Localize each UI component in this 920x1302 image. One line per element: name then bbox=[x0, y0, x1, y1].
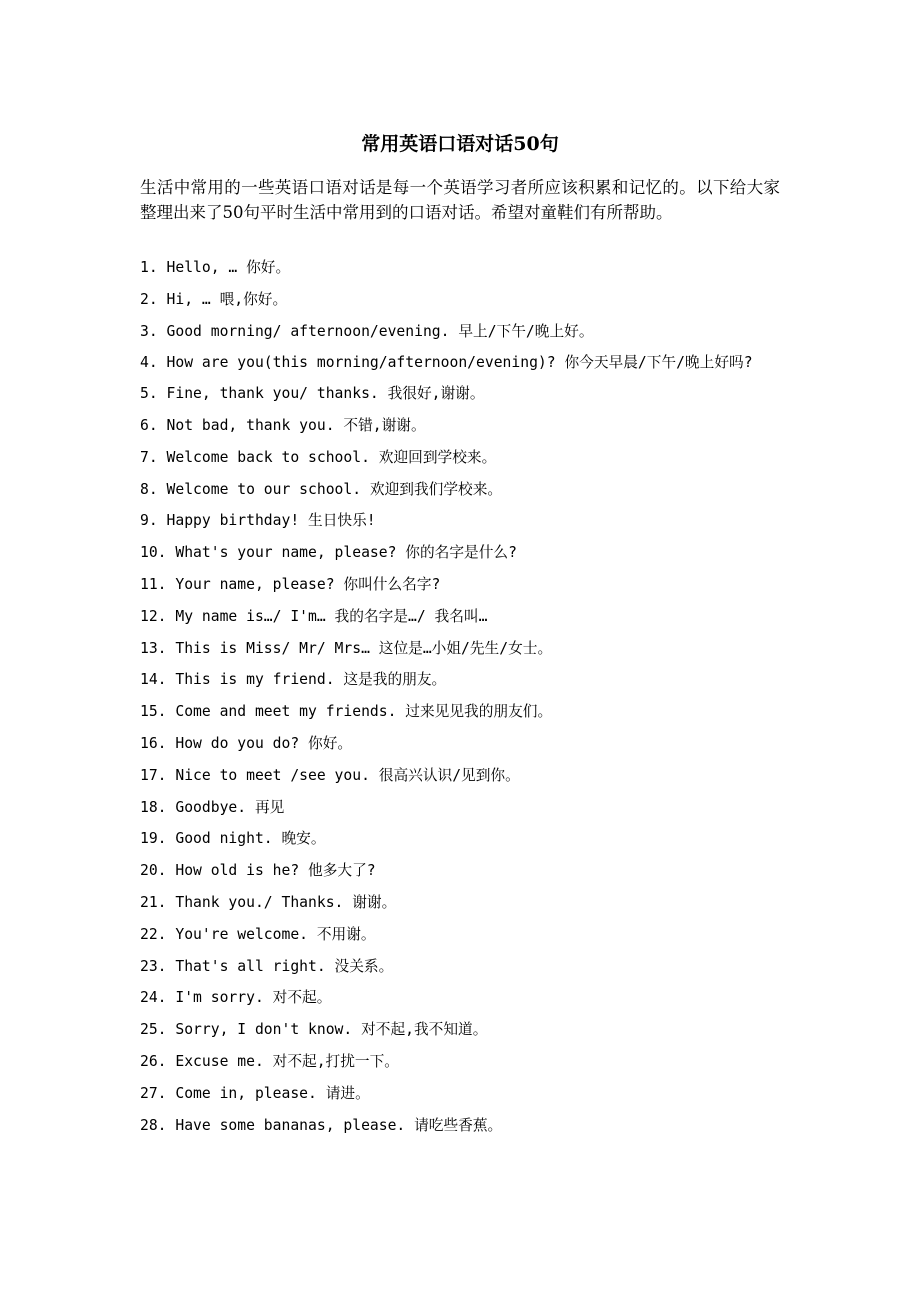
list-item: 26. Excuse me. 对不起,打扰一下。 bbox=[140, 1052, 399, 1070]
list-item: 7. Welcome back to school. 欢迎回到学校来。 bbox=[140, 448, 497, 466]
list-item: 27. Come in, please. 请进。 bbox=[140, 1084, 370, 1102]
list-item: 18. Goodbye. 再见 bbox=[140, 798, 285, 816]
list-item: 20. How old is he? 他多大了? bbox=[140, 862, 376, 880]
list-item: 4. How are you(this morning/afternoon/evening)? 你今天早晨/下午/晚上好吗? bbox=[140, 354, 753, 372]
list-item: 23. That's all right. 没关系。 bbox=[140, 957, 394, 975]
list-item: 24. I'm sorry. 对不起。 bbox=[140, 989, 332, 1007]
intro-paragraph: 生活中常用的一些英语口语对话是每一个英语学习者所应该积累和记忆的。以下给大家整理出来了50句平时生活中常用到的口语对话。希望对童鞋们有所帮助。 bbox=[140, 178, 780, 222]
list-item: 5. Fine, thank you/ thanks. 我很好,谢谢。 bbox=[140, 385, 485, 403]
list-item: 2. Hi, … 喂,你好。 bbox=[140, 290, 288, 308]
list-item: 11. Your name, please? 你叫什么名字? bbox=[140, 575, 441, 593]
list-item: 6. Not bad, thank you. 不错,谢谢。 bbox=[140, 416, 426, 434]
document-title: 常用英语口语对话50句 bbox=[361, 133, 559, 155]
list-item: 16. How do you do? 你好。 bbox=[140, 734, 353, 752]
list-item: 3. Good morning/ afternoon/evening. 早上/下午/晚上好。 bbox=[140, 322, 594, 340]
list-item: 28. Have some bananas, please. 请吃些香蕉。 bbox=[140, 1116, 503, 1134]
list-item: 1. Hello, … 你好。 bbox=[140, 259, 291, 276]
list-item: 10. What's your name, please? 你的名字是什么? bbox=[140, 544, 517, 562]
list-item: 21. Thank you./ Thanks. 谢谢。 bbox=[140, 893, 397, 911]
list-item: 17. Nice to meet /see you. 很高兴认识/见到你。 bbox=[140, 766, 520, 784]
list-item: 9. Happy birthday! 生日快乐! bbox=[140, 512, 376, 530]
phrase-list bbox=[140, 256, 800, 1145]
list-item: 14. This is my friend. 这是我的朋友。 bbox=[140, 671, 447, 689]
list-item: 12. My name is…/ I'm… 我的名字是…/ 我名叫… bbox=[140, 607, 488, 625]
list-item: 19. Good night. 晚安。 bbox=[140, 830, 326, 848]
list-item: 8. Welcome to our school. 欢迎到我们学校来。 bbox=[140, 480, 503, 498]
list-item: 15. Come and meet my friends. 过来见见我的朋友们。 bbox=[140, 703, 553, 721]
list-item: 22. You're welcome. 不用谢。 bbox=[140, 925, 376, 943]
list-item: 25. Sorry, I don't know. 对不起,我不知道。 bbox=[140, 1021, 488, 1039]
list-item: 13. This is Miss/ Mr/ Mrs… 这位是…小姐/先生/女士。 bbox=[140, 639, 553, 657]
